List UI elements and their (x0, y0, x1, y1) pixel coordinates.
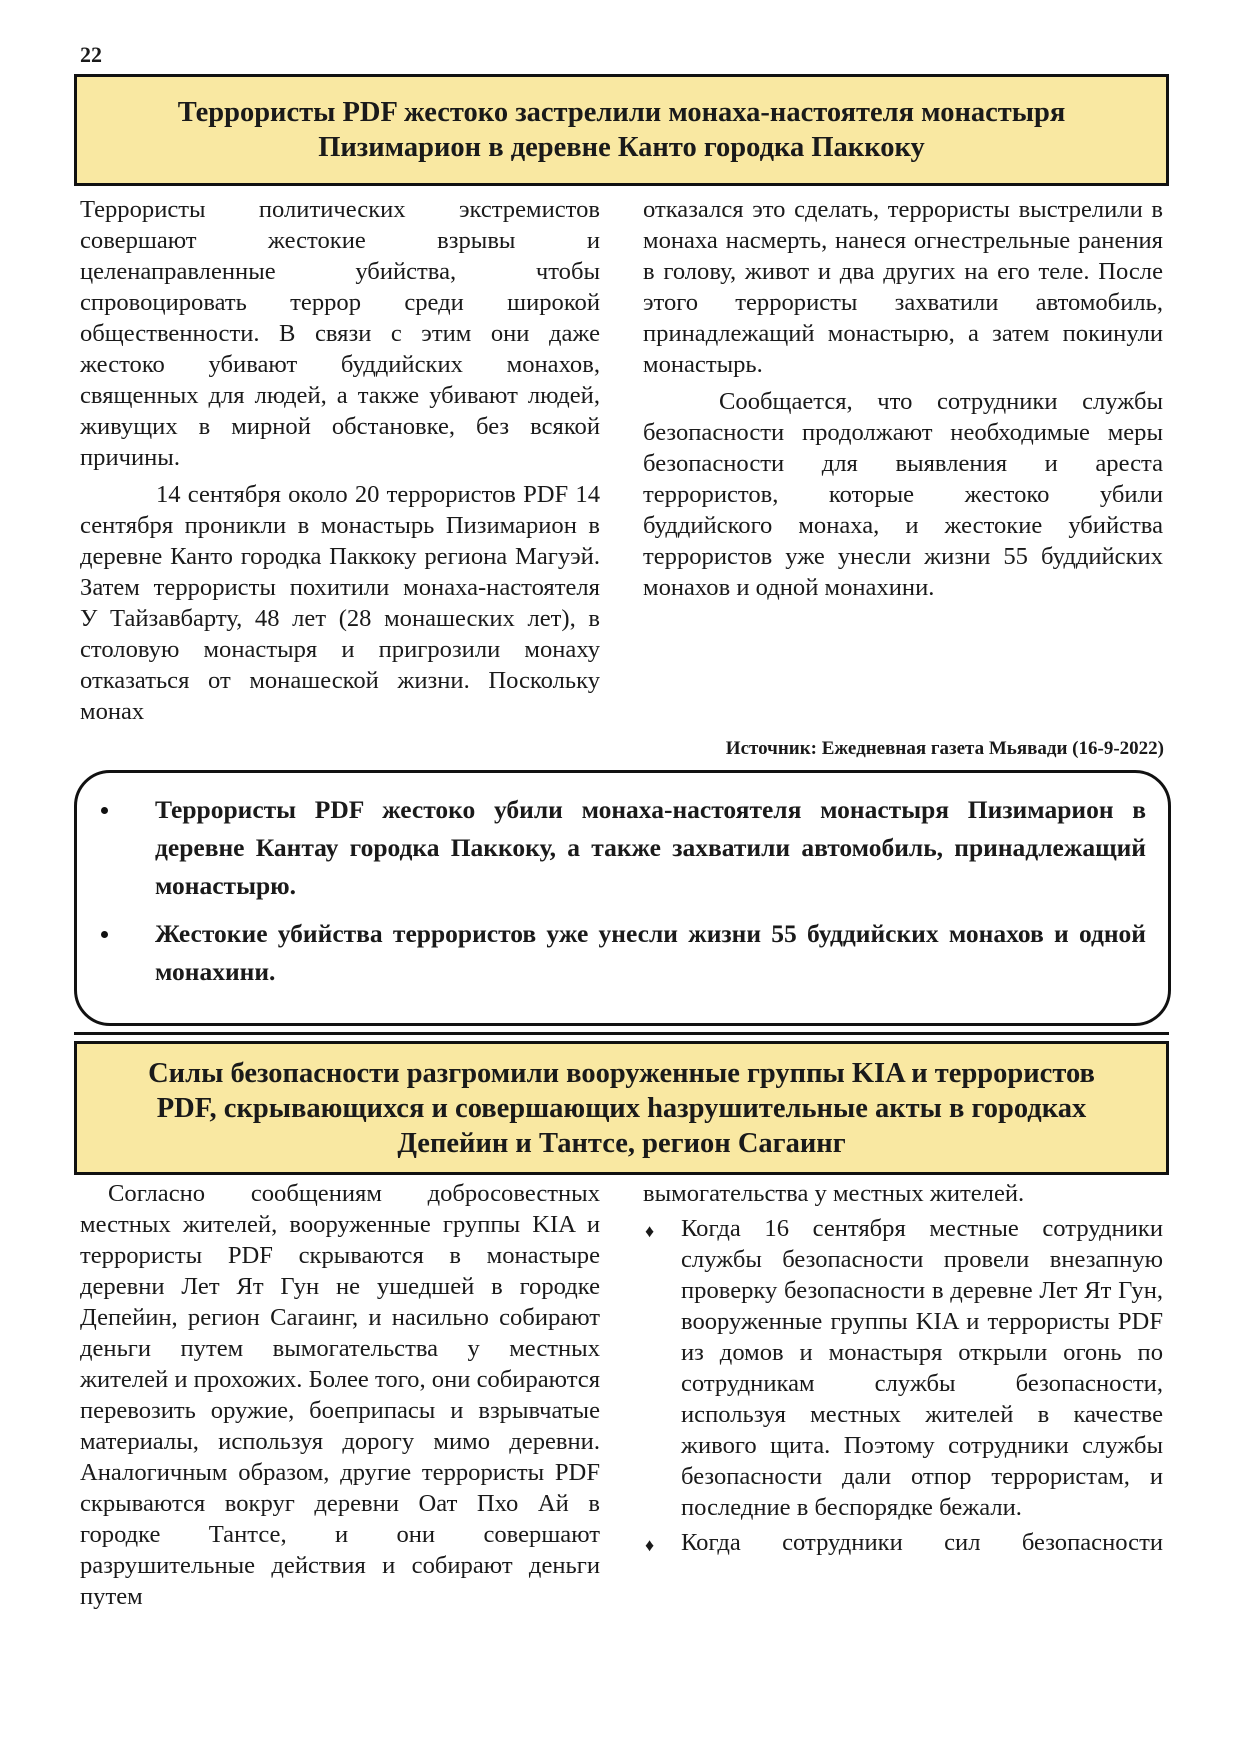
article-2-title-line-2: PDF, скрывающихся и совершающих һазрушительные акты в городках (156, 1092, 1087, 1124)
page-number: 22 (80, 42, 102, 67)
article-2-title-box (74, 1041, 1169, 1175)
article-1-right-column (643, 194, 1163, 603)
article-1-title-box (74, 74, 1169, 186)
article-1-title-line-2: Пизимарион в деревне Канто городка Паккоку (318, 132, 925, 163)
section-divider (74, 1032, 1169, 1035)
article-1-paragraph: Сообщается, что сотрудники службы безопасности продолжают необходимые меры безопасности для выявления и ареста террористов, которые жестоко убили буддийского монаха, и жестокие убийства террористов уже унесли жизни 55 буддийских монахов и одной монахини. (643, 388, 1163, 601)
article-2-intro: вымогательства у местных жителей. (643, 1180, 1025, 1207)
article-2-paragraph: Согласно сообщениям добросовестных местных жителей, вооруженные группы KIA и террористы PDF скрываются в монастыре деревни Лет Ят Гун не ушедшей в городке Депейин, регион Сагаинг, и насильно собирают деньги путем вымогательства у местных жителей и прохожих. Более того, они собираются перевозить оружие, боеприпасы и взрывчатые материалы, используя дорогу мимо деревни. Аналогичным образом, другие террористы PDF скрываются вокруг деревни Оат Пхо Ай в городке Тантсе, и они совершают разрушительные действия и собирают деньги путем (80, 1180, 600, 1610)
article-1-left-column (80, 194, 600, 727)
article-1-paragraph: 14 сентября около 20 террористов PDF 14 сентября проникли в монастырь Пизимарион в деревне Канто городка Паккоку региона Магуэй. Затем террористы похитили монаха-настоятеля У Тайзавбарту, 48 лет (28 монашеских лет), в столовую монастыря и пригрозили монаху отказаться от монашеской жизни. Поскольку монах (80, 481, 600, 725)
article-2-left-column (80, 1178, 600, 1612)
article-2-right-column (643, 1178, 1163, 1558)
diamond-bullet-icon: ♦ (645, 1535, 655, 1555)
summary-box (74, 770, 1171, 1026)
article-1-paragraph: отказался это сделать, террористы выстрелили в монаха насмерть, нанеся огнестрельные ранения в голову, живот и два других на его теле. После этого террористы захватили автомобиль, принадлежащий монастырю, а затем покинули монастырь. (643, 196, 1163, 378)
article-1-paragraph: Террористы политических экстремистов совершают жестокие взрывы и целенаправленные убийства, чтобы спровоцировать террор среди широкой общественности. В связи с этим они даже жестоко убивают буддийских монахов, священных для людей, а также убивают людей, живущих в мирной обстановке, без всякой причины. (80, 196, 600, 471)
article-1-source: Источник: Ежедневная газета Мьявади (16-9-2022) (725, 738, 1164, 759)
article-2-title-line-3: Депейин и Тантсе, регион Сагаинг (397, 1127, 846, 1159)
list-item (643, 1213, 1163, 1523)
diamond-bullet-icon: ♦ (645, 1221, 655, 1241)
summary-list (131, 791, 1146, 991)
article-1-title-line-1: Террористы PDF жестоко застрелили монаха-настоятеля монастыря (177, 97, 1066, 128)
article-2-list (643, 1213, 1163, 1558)
summary-bullet: Террористы PDF жестоко убили монаха-настоятеля монастыря Пизимарион в деревне Кантау городка Паккоку, а также захватили автомобиль, принадлежащий монастырю. (131, 791, 1146, 905)
article-2-title-line-1: Силы безопасности разгромили вооруженные группы KIA и террористов (148, 1057, 1095, 1089)
summary-bullet: Жестокие убийства террористов уже унесли жизни 55 буддийских монахов и одной монахини. (131, 915, 1146, 991)
list-item-text: Когда 16 сентября местные сотрудники службы безопасности провели внезапную проверку безопасности в деревне Лет Ят Гун, вооруженные группы KIA и террористы PDF из домов и монастыря открыли огонь по сотрудникам службы безопасности, используя местных жителей в качестве живого щита. Поэтому сотрудники службы безопасности дали отпор террористам, и последние в беспорядке бежали. (681, 1215, 1163, 1521)
list-item (643, 1527, 1163, 1558)
list-item-text: Когда сотрудники сил безопасности (681, 1529, 1163, 1556)
